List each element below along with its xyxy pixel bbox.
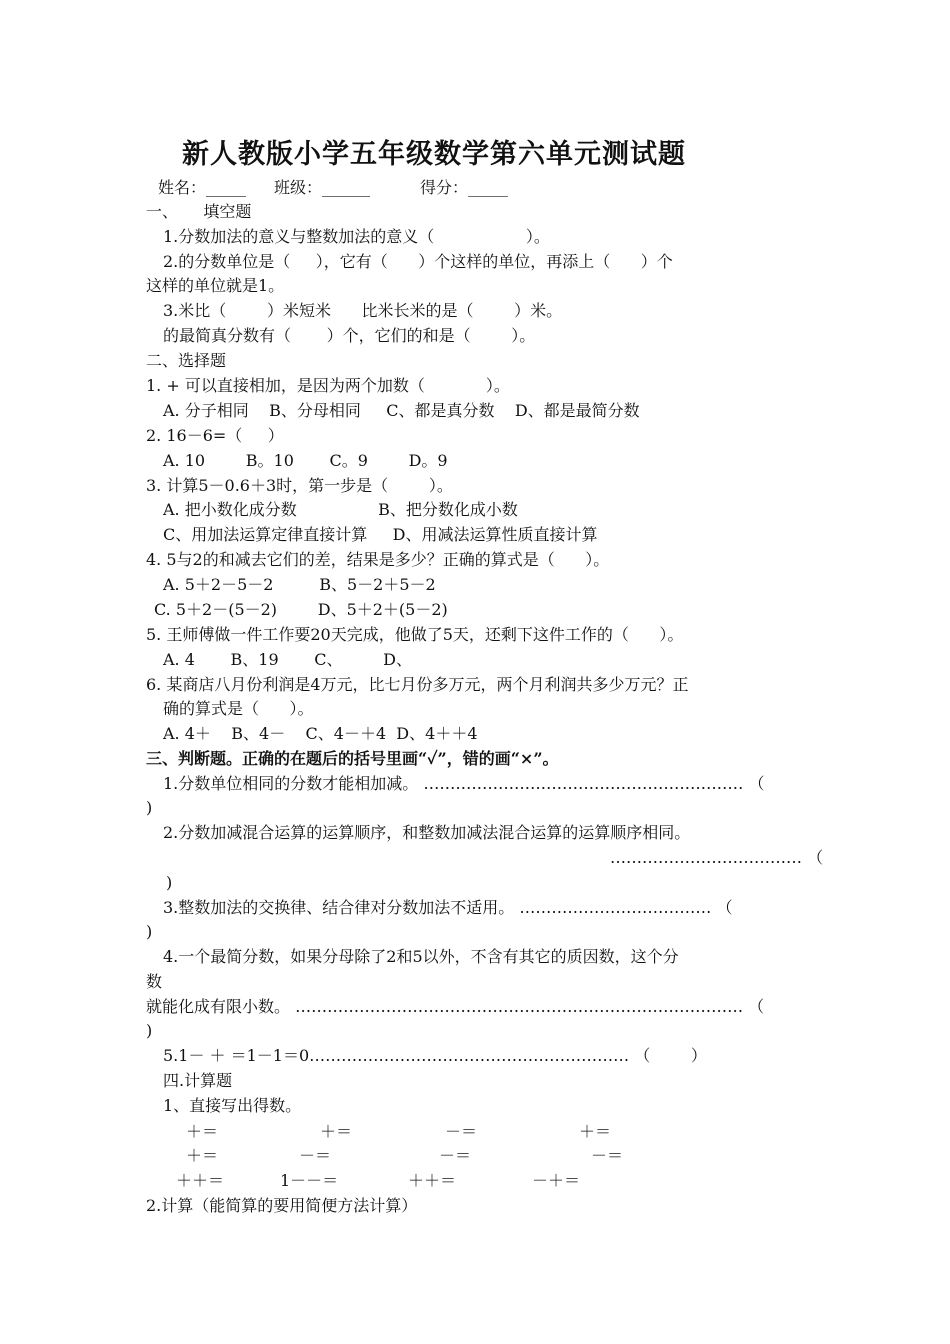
score-field-label: 得分：_____ xyxy=(420,178,509,197)
question-text: 3.米比（ ）米短米 比米长米的是（ ）米。 xyxy=(163,301,563,320)
answer-options: A. 分子相同 B、分母相同 C、都是真分数 D、都是最简分数 xyxy=(163,401,640,420)
question-text: 2. 16－6=（ ） xyxy=(146,426,284,445)
subsection-title: 1、直接写出得数。 xyxy=(163,1096,302,1115)
answer-bracket: ) xyxy=(146,798,153,817)
class-field-label: 班级：______ xyxy=(274,178,371,197)
question-text: 的最简真分数有（ ）个，它们的和是（ ）。 xyxy=(163,326,536,345)
question-text: 数 xyxy=(146,972,163,991)
equation-item: －＝ xyxy=(445,1122,478,1141)
name-field-label: 姓名：_____ xyxy=(158,178,247,197)
equation-item: 1－－＝ xyxy=(280,1171,339,1190)
answer-options: A. 10 B。10 C。9 D。9 xyxy=(163,451,448,470)
answer-bracket: ) xyxy=(146,922,153,941)
answer-options: A. 把小数化成分数 B、把分数化成小数 xyxy=(163,500,518,519)
answer-bracket: ) xyxy=(146,1021,153,1040)
answer-options: A. 5＋2－5－2 B、5－2＋5－2 xyxy=(163,575,436,594)
equation-item: ＋＝ xyxy=(186,1122,219,1141)
question-text: 6. 某商店八月份利润是4万元，比七月份多万元，两个月利润共多少万元？正 xyxy=(146,675,689,694)
question-text: 5.1－ ＋ ＝1－1＝0…………………………………………………… （ ） xyxy=(163,1046,707,1065)
section-fill-blank-heading: 一、 填空题 xyxy=(146,202,252,221)
answer-options: A. 4 B、19 C、 D、 xyxy=(163,650,412,669)
equation-item: ＋＋＝ xyxy=(176,1171,225,1190)
answer-bracket: ) xyxy=(166,873,173,892)
page-title: 新人教版小学五年级数学第六单元测试题 xyxy=(182,139,686,170)
equation-item: －＋＝ xyxy=(532,1171,581,1190)
equation-item: ＋＋＝ xyxy=(408,1171,457,1190)
question-text: 1.分数加法的意义与整数加法的意义（ ）。 xyxy=(163,227,550,246)
equation-item: －＝ xyxy=(299,1146,332,1165)
question-text: 5. 王师傅做一件工作要20天完成，他做了5天，还剩下这件工作的（ ）。 xyxy=(146,625,684,644)
equation-item: ＋＝ xyxy=(320,1122,353,1141)
question-text: 确的算式是（ ）。 xyxy=(163,699,314,718)
question-text: 3.整数加法的交换律、结合律对分数加法不适用。 ……………………………… （ xyxy=(163,898,733,917)
question-text: 3. 计算5－0.6＋3时，第一步是（ ）。 xyxy=(146,476,453,495)
equation-item: －＝ xyxy=(591,1146,624,1165)
answer-options: C. 5＋2－(5－2) D、5＋2＋(5－2) xyxy=(154,600,448,619)
subsection-title: 2.计算（能简算的要用简便方法计算） xyxy=(146,1196,418,1215)
question-text: 2.的分数单位是（ ），它有（ ）个这样的单位，再添上（ ）个 xyxy=(163,252,673,271)
section-true-false-heading: 三、判断题。正确的在题后的括号里画“✓”，错的画“×”。 xyxy=(146,749,559,768)
equation-item: －＝ xyxy=(439,1146,472,1165)
question-text: 1. + 可以直接相加，是因为两个加数（ ）。 xyxy=(146,376,510,395)
section-calculation-heading: 四.计算题 xyxy=(163,1071,233,1090)
question-text: 2.分数加减混合运算的运算顺序，和整数加减法混合运算的运算顺序相同。 xyxy=(163,823,691,842)
question-text: 4.一个最简分数，如果分母除了2和5以外，不含有其它的质因数，这个分 xyxy=(163,947,679,966)
question-text: 就能化成有限小数。 ………………………………………………………………………… （ xyxy=(146,997,765,1016)
equation-item: ＋＝ xyxy=(186,1146,219,1165)
question-text: 1.分数单位相同的分数才能相加减。 …………………………………………………… （ xyxy=(163,774,765,793)
answer-options: C、用加法运算定律直接计算 D、用减法运算性质直接计算 xyxy=(163,525,598,544)
question-text: 4. 5与2的和减去它们的差，结果是多少？正确的算式是（ ）。 xyxy=(146,550,610,569)
answer-options: A. 4＋ B、4－ C、4－＋4 D、4＋＋4 xyxy=(163,724,478,743)
equation-item: ＋＝ xyxy=(579,1122,612,1141)
answer-dots: ……………………………… （ xyxy=(610,848,824,867)
question-text: 这样的单位就是1。 xyxy=(146,276,285,295)
section-choice-heading: 二、选择题 xyxy=(146,351,227,370)
